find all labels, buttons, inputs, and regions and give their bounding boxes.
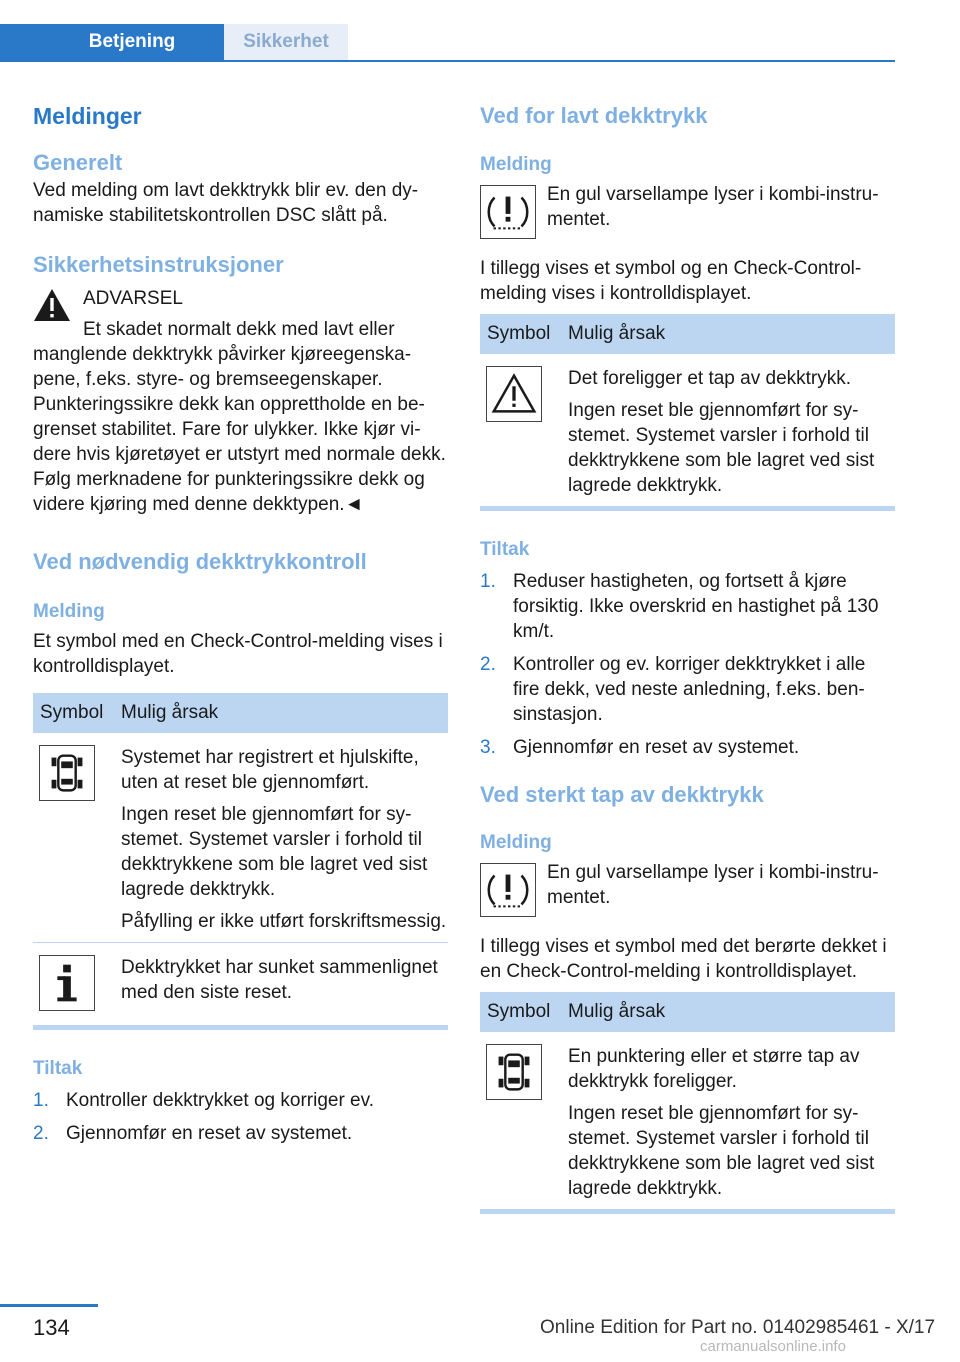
list-item: 3. Gjennomfør en reset av systemet. — [480, 737, 800, 758]
chapter-tabs — [0, 24, 895, 62]
list-item: 2. Gjennomfør en reset av systemet. — [33, 1123, 353, 1144]
right-column — [480, 100, 895, 1214]
melding-heading: Melding — [33, 601, 105, 622]
tab-sikkerhet[interactable]: Sikkerhet — [224, 24, 348, 60]
cell-text: Ingen reset ble gjennomført for systemet. Systemet varsler i forhold til dekktrykkene som ble lagret ved sist lagrede dekktrykk. — [568, 1103, 875, 1199]
table-row — [480, 1032, 895, 1212]
table-header-symbol: Symbol — [480, 314, 561, 354]
melding-heading: Melding — [480, 832, 552, 853]
tiltak-list-right — [480, 569, 895, 760]
table-row — [33, 733, 448, 943]
tire-pressure-warning-icon — [480, 185, 536, 239]
page-number: 134 — [33, 1315, 70, 1340]
cell-text: Ingen reset ble gjennomført for systemet. Systemet varsler i forhold til dekktrykkene som ble lagret ved sist lagrede dekktrykk. — [568, 400, 875, 496]
tiltak-heading: Tiltak — [33, 1058, 83, 1079]
generelt-text: Ved melding om lavt dekktrykk blir ev. den dynamiske stabilitetskontrollen DSC slått på. — [33, 180, 419, 226]
info-icon — [39, 955, 95, 1011]
table-header-cause: Mulig årsak — [114, 693, 448, 733]
tiltak-list-left — [33, 1088, 448, 1146]
after-text: I tillegg vises et symbol og en Check-Control-melding vises i kontrolldisplayet. — [480, 258, 862, 304]
car-wheels-icon — [39, 745, 95, 801]
cell-text: Dekktrykket har sunket sammenlignet med den siste reset. — [121, 957, 438, 1003]
melding-text: En gul varsellampe lyser i kombi-instrumentet. — [547, 184, 879, 230]
tab-betjening[interactable]: Betjening — [0, 24, 224, 60]
list-item: 1. Kontroller dekktrykket og korriger ev. — [33, 1090, 374, 1111]
warning-label: ADVARSEL — [83, 288, 183, 309]
warning-first-line: Et skadet normalt dekk med lavt eller — [83, 319, 395, 340]
list-item: 2. Kontroller og ev. korriger dekktrykket i alle fire dekk, ved neste anledning, f.eks. bensinstasjon. — [480, 654, 866, 725]
warning-rest: manglende dekktrykk påvirker kjøreegenskapene, f.eks. styre- og bremseegenskaper. Punkteringssikre dekk kan opprettholde en begrenset stabilitet. Fare for ulykker. Ikke kjør videre hvis kjøretøyet er utstyrt med normale dekk. Følg merknadene for punkteringssikre dekk og videre kjøring med denne dekktypen.◄ — [33, 344, 446, 515]
left-column — [33, 100, 448, 1154]
section-lavt-heading: Ved for lavt dekktrykk — [480, 103, 708, 128]
symbol-table-right-2 — [480, 992, 895, 1214]
generelt-heading: Generelt — [33, 150, 123, 175]
table-header-cause: Mulig årsak — [561, 992, 895, 1032]
warning-text — [33, 317, 448, 517]
watermark: carmanualsonline.info — [700, 1338, 846, 1355]
cell-text: Systemet har registrert et hjulskifte, uten at reset ble gjennomført. — [121, 747, 419, 793]
melding-heading: Melding — [480, 154, 552, 175]
table-row — [33, 943, 448, 1028]
cell-text: Det foreligger et tap av dekktrykk. — [568, 368, 852, 389]
cell-text: Ingen reset ble gjennomført for systemet. Systemet varsler i forhold til dekktrykkene som ble lagret ved sist lagrede dekktrykk. — [121, 804, 428, 900]
tire-pressure-warning-icon — [480, 863, 536, 917]
table-row — [480, 354, 895, 509]
table-header-symbol: Symbol — [480, 992, 561, 1032]
warning-triangle-icon — [486, 366, 542, 422]
tiltak-heading: Tiltak — [480, 539, 530, 560]
cell-text: Påfylling er ikke utført forskriftsmessig. — [121, 911, 447, 932]
symbol-table-left — [33, 693, 448, 1030]
edition-text: Online Edition for Part no. 01402985461 - X/17 — [540, 1317, 936, 1338]
page-title: Meldinger — [33, 103, 142, 129]
message-block — [480, 182, 895, 246]
symbol-table-right-1 — [480, 314, 895, 511]
table-header-symbol: Symbol — [33, 693, 114, 733]
section-nodvendig-heading: Ved nødvendig dekktrykkontroll — [33, 549, 367, 574]
footer-rule — [0, 1304, 98, 1307]
car-wheels-icon — [486, 1044, 542, 1100]
warning-triangle-icon — [33, 288, 71, 322]
cell-text: En punktering eller et større tap av dekktrykk foreligger. — [568, 1046, 860, 1092]
section-sterkt-heading: Ved sterkt tap av dekktrykk — [480, 782, 764, 807]
melding-text: En gul varsellampe lyser i kombi-instrumentet. — [547, 862, 879, 908]
safety-heading: Sikkerhetsinstruksjoner — [33, 252, 284, 277]
message-block — [480, 860, 895, 924]
after-text: I tillegg vises et symbol med det berørte dekket i en Check-Control-melding i kontrolldisplayet. — [480, 936, 887, 982]
melding-text: Et symbol med en Check-Control-melding vises i kontrolldisplayet. — [33, 631, 443, 677]
warning-block — [33, 286, 448, 517]
table-header-cause: Mulig årsak — [561, 314, 895, 354]
list-item: 1. Reduser hastigheten, og fortsett å kjøre forsiktig. Ikke overskrid en hastighet på 130 km/t. — [480, 571, 879, 642]
